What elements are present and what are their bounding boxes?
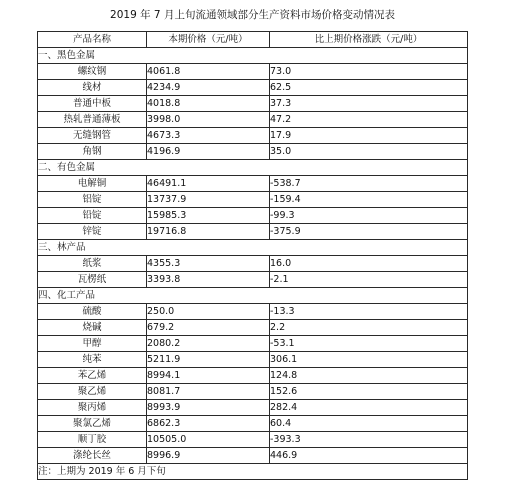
- price-cell: 8996.9: [147, 448, 270, 464]
- header-current-price: 本期价格（元/吨）: [147, 32, 270, 48]
- product-name-cell: 聚氯乙烯: [38, 416, 147, 432]
- price-cell: 4061.8: [147, 64, 270, 80]
- product-name-cell: 铝锭: [38, 192, 147, 208]
- price-cell: 13737.9: [147, 192, 270, 208]
- price-cell: 6862.3: [147, 416, 270, 432]
- table-row: [38, 96, 468, 112]
- category-label: 四、化工产品: [38, 288, 468, 304]
- price-cell: 10505.0: [147, 432, 270, 448]
- price-cell: 2080.2: [147, 336, 270, 352]
- price-cell: 19716.8: [147, 224, 270, 240]
- table-row: [38, 352, 468, 368]
- price-cell: 8081.7: [147, 384, 270, 400]
- category-label: 三、林产品: [38, 240, 468, 256]
- category-row: [38, 240, 468, 256]
- price-cell: 4018.8: [147, 96, 270, 112]
- product-name-cell: 瓦楞纸: [38, 272, 147, 288]
- change-cell: -159.4: [270, 192, 468, 208]
- price-cell: 3393.8: [147, 272, 270, 288]
- product-name-cell: 锌锭: [38, 224, 147, 240]
- change-cell: 35.0: [270, 144, 468, 160]
- price-cell: 8994.1: [147, 368, 270, 384]
- table-row: [38, 64, 468, 80]
- change-cell: -13.3: [270, 304, 468, 320]
- table-row: [38, 400, 468, 416]
- product-name-cell: 聚乙烯: [38, 384, 147, 400]
- header-product: 产品名称: [38, 32, 147, 48]
- table-body: [38, 32, 468, 480]
- product-name-cell: 螺纹钢: [38, 64, 147, 80]
- category-label: 二、有色金属: [38, 160, 468, 176]
- table-row: [38, 144, 468, 160]
- change-cell: -2.1: [270, 272, 468, 288]
- table-row: [38, 80, 468, 96]
- change-cell: 306.1: [270, 352, 468, 368]
- table-row: [38, 112, 468, 128]
- table-row: [38, 320, 468, 336]
- product-name-cell: 烧碱: [38, 320, 147, 336]
- price-cell: 46491.1: [147, 176, 270, 192]
- product-name-cell: 线材: [38, 80, 147, 96]
- table-row: [38, 272, 468, 288]
- change-cell: 17.9: [270, 128, 468, 144]
- category-row: [38, 288, 468, 304]
- footnote: 注：上期为 2019 年 6 月下旬: [38, 464, 468, 480]
- product-name-cell: 甲醇: [38, 336, 147, 352]
- product-name-cell: 铅锭: [38, 208, 147, 224]
- table-row: [38, 224, 468, 240]
- table-row: [38, 128, 468, 144]
- change-cell: 47.2: [270, 112, 468, 128]
- product-name-cell: 顺丁胶: [38, 432, 147, 448]
- table-row: [38, 448, 468, 464]
- change-cell: -538.7: [270, 176, 468, 192]
- product-name-cell: 苯乙烯: [38, 368, 147, 384]
- table-row: [38, 304, 468, 320]
- header-row: [38, 32, 468, 48]
- price-cell: 3998.0: [147, 112, 270, 128]
- table-row: [38, 432, 468, 448]
- change-cell: -99.3: [270, 208, 468, 224]
- change-cell: 152.6: [270, 384, 468, 400]
- product-name-cell: 纯苯: [38, 352, 147, 368]
- price-cell: 8993.9: [147, 400, 270, 416]
- table-row: [38, 208, 468, 224]
- product-name-cell: 热轧普通薄板: [38, 112, 147, 128]
- product-name-cell: 纸浆: [38, 256, 147, 272]
- table-row: [38, 368, 468, 384]
- table-row: [38, 336, 468, 352]
- price-table: [37, 31, 468, 480]
- table-row: [38, 176, 468, 192]
- change-cell: 62.5: [270, 80, 468, 96]
- change-cell: 124.8: [270, 368, 468, 384]
- header-change: 比上期价格涨跌（元/吨）: [270, 32, 468, 48]
- table-row: [38, 384, 468, 400]
- price-cell: 679.2: [147, 320, 270, 336]
- table-title: 2019 年 7 月上旬流通领域部分生产资料市场价格变动情况表: [110, 9, 395, 21]
- product-name-cell: 硫酸: [38, 304, 147, 320]
- note-row: [38, 464, 468, 480]
- change-cell: 446.9: [270, 448, 468, 464]
- table-row: [38, 192, 468, 208]
- price-cell: 15985.3: [147, 208, 270, 224]
- change-cell: -393.3: [270, 432, 468, 448]
- product-name-cell: 普通中板: [38, 96, 147, 112]
- change-cell: 73.0: [270, 64, 468, 80]
- change-cell: 282.4: [270, 400, 468, 416]
- price-cell: 4234.9: [147, 80, 270, 96]
- table-row: [38, 416, 468, 432]
- change-cell: 37.3: [270, 96, 468, 112]
- product-name-cell: 涤纶长丝: [38, 448, 147, 464]
- category-label: 一、黑色金属: [38, 48, 468, 64]
- change-cell: -375.9: [270, 224, 468, 240]
- price-cell: 5211.9: [147, 352, 270, 368]
- change-cell: 60.4: [270, 416, 468, 432]
- category-row: [38, 160, 468, 176]
- product-name-cell: 聚丙烯: [38, 400, 147, 416]
- price-cell: 4673.3: [147, 128, 270, 144]
- table-row: [38, 256, 468, 272]
- product-name-cell: 电解铜: [38, 176, 147, 192]
- change-cell: 16.0: [270, 256, 468, 272]
- change-cell: -53.1: [270, 336, 468, 352]
- category-row: [38, 48, 468, 64]
- product-name-cell: 无缝钢管: [38, 128, 147, 144]
- product-name-cell: 角钢: [38, 144, 147, 160]
- price-cell: 250.0: [147, 304, 270, 320]
- price-cell: 4355.3: [147, 256, 270, 272]
- price-cell: 4196.9: [147, 144, 270, 160]
- change-cell: 2.2: [270, 320, 468, 336]
